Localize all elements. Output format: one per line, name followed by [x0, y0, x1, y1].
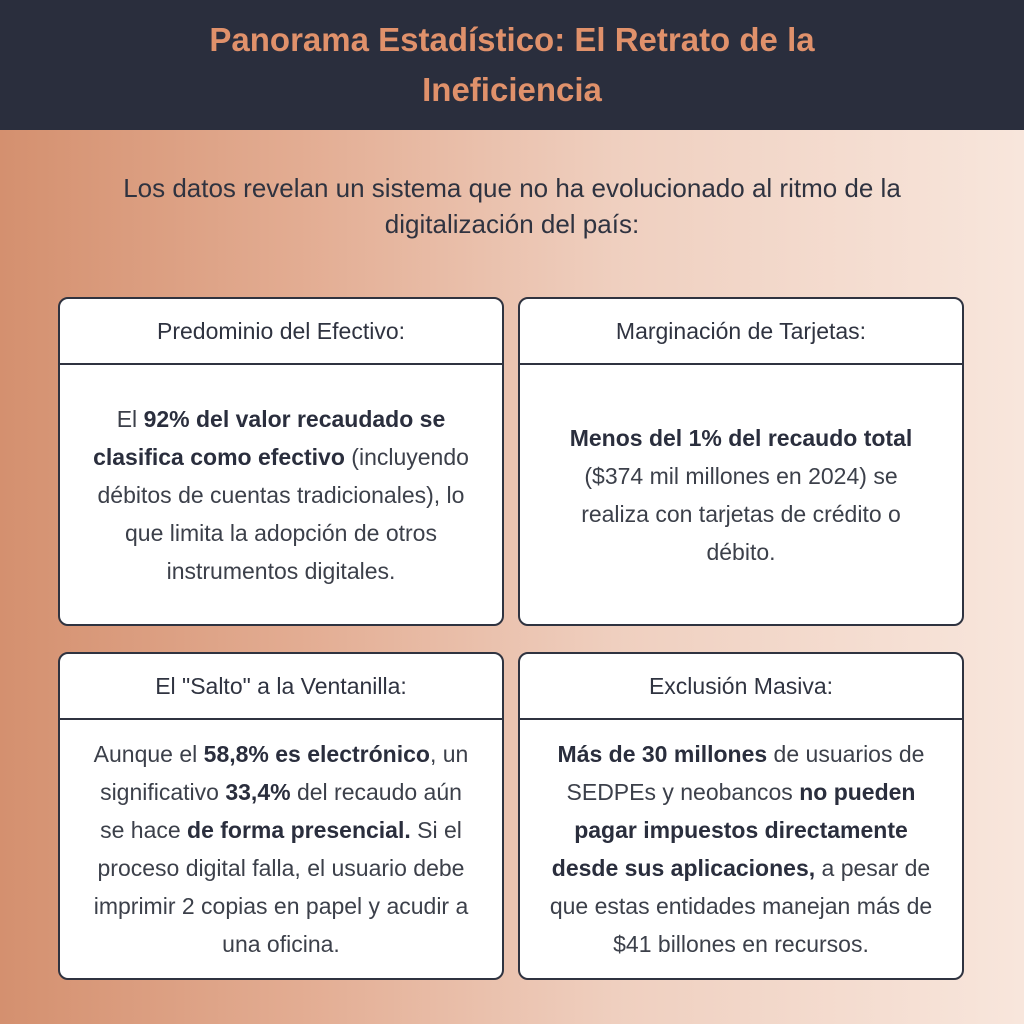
card-text-run: Si el proceso digital falla, el usuario debe imprimir 2 copias en papel y acudir a una oficina. — [93, 817, 469, 957]
card-text — [88, 735, 474, 963]
card-text-run: , un significativo — [100, 741, 469, 805]
card-text-run: El — [116, 405, 144, 432]
card-title: Marginación de Tarjetas: — [520, 299, 962, 365]
card-text-emphasis: 92% del valor recaudado se clasifica como efectivo — [93, 405, 446, 470]
card-body — [60, 365, 502, 624]
card-text-emphasis: Más de 30 millones — [557, 741, 768, 767]
card-title: Predominio del Efectivo: — [60, 299, 502, 365]
card-body — [520, 720, 962, 978]
card-text — [88, 400, 474, 590]
card-title: El "Salto" a la Ventanilla: — [60, 654, 502, 720]
card-text-run: Aunque el — [93, 741, 204, 767]
card-text-emphasis: Menos del 1% del recaudo total — [569, 424, 913, 451]
page-title: Panorama Estadístico: El Retrato de la Ineficiencia — [209, 21, 815, 108]
card-text-run: ($374 mil millones en 2024) se realiza con tarjetas de crédito o débito. — [581, 462, 901, 565]
intro-text: Los datos revelan un sistema que no ha evolucionado al ritmo de la digitalización del país: — [123, 173, 901, 239]
card-body — [60, 720, 502, 978]
card-text — [548, 735, 934, 963]
card-text-run: (incluyendo débitos de cuentas tradicionales), lo que limita la adopción de otros instrumentos digitales. — [97, 443, 469, 584]
card-predominio-efectivo — [58, 297, 504, 626]
card-text-emphasis: 58,8% es electrónico — [203, 741, 430, 767]
card-text-run: a pesar de que estas entidades manejan más de $41 billones en recursos. — [549, 855, 933, 957]
card-exclusion-masiva — [518, 652, 964, 980]
card-text-run: de usuarios de SEDPEs y neobancos — [566, 741, 925, 805]
card-text-emphasis: de forma presencial. — [187, 817, 411, 843]
card-text-emphasis: no pueden pagar impuestos directamente desde sus aplicaciones, — [551, 779, 916, 881]
card-text-emphasis: 33,4% — [225, 779, 291, 805]
card-salto-ventanilla — [58, 652, 504, 980]
header-banner — [0, 0, 1024, 130]
card-text-run: del recaudo aún se hace — [100, 779, 462, 843]
card-body — [520, 365, 962, 624]
card-text — [548, 419, 934, 571]
card-title: Exclusión Masiva: — [520, 654, 962, 720]
card-marginacion-tarjetas — [518, 297, 964, 626]
